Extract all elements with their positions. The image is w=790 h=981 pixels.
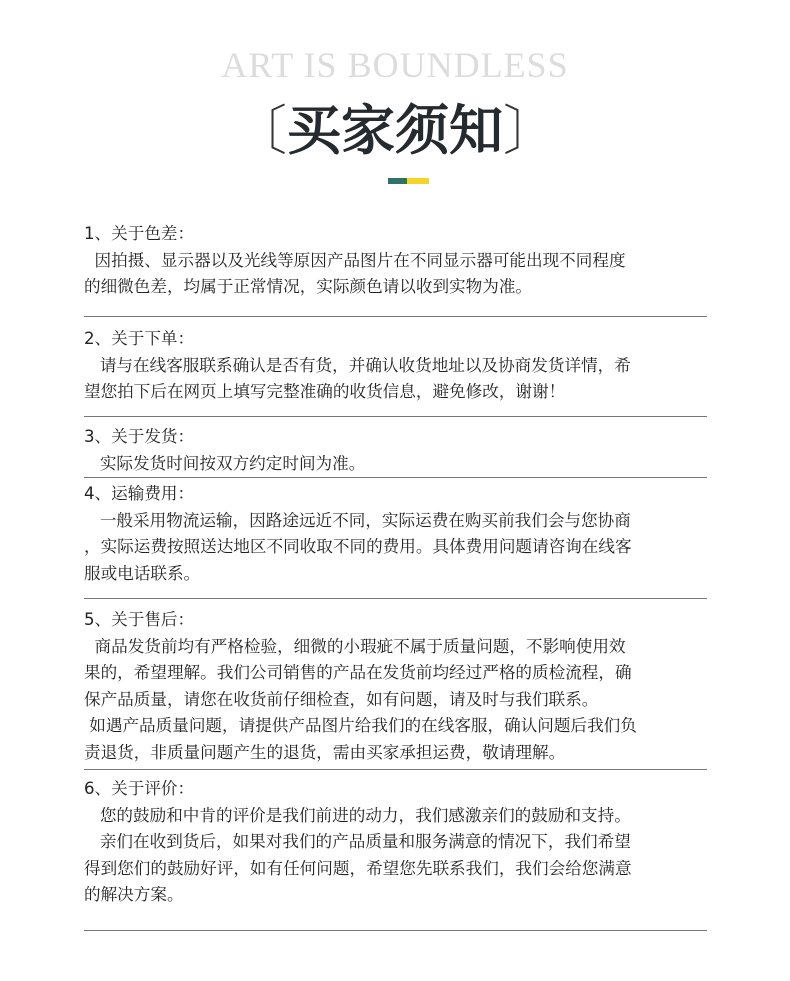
section-line: 的解决方案。 bbox=[84, 885, 184, 904]
accent-green bbox=[388, 178, 407, 184]
section-line: 保产品质量，请您在收货前仔细检查，如有问题，请及时与我们联系。 bbox=[84, 689, 599, 709]
section-heading: 3、关于发货： bbox=[84, 427, 195, 446]
section-heading: 1、关于色差： bbox=[84, 224, 195, 243]
section-line: 果的，希望理解。我们公司销售的产品在发货前均经过严格的质检流程，确 bbox=[84, 663, 632, 682]
section-3 bbox=[84, 424, 707, 477]
section-6 bbox=[84, 776, 707, 909]
section-line: 亲们在收到货后，如果对我们的产品质量和服务满意的情况下，我们希望 bbox=[84, 832, 631, 851]
divider bbox=[84, 598, 707, 599]
section-line: 得到您们的鼓励好评，如有任何问题，希望您先联系我们，我们会给您满意 bbox=[84, 858, 632, 878]
divider bbox=[84, 416, 707, 417]
section-line: 服或电话联系。 bbox=[84, 563, 201, 583]
divider bbox=[84, 769, 707, 770]
section-heading: 2、关于下单： bbox=[84, 329, 195, 348]
accent-bar bbox=[388, 178, 429, 184]
section-heading: 4、运输费用： bbox=[84, 484, 195, 503]
section-heading: 6、关于评价： bbox=[84, 779, 195, 798]
title-text: 买家须知 bbox=[287, 98, 503, 162]
divider bbox=[84, 930, 707, 931]
subtitle: ART IS BOUNDLESS bbox=[221, 45, 569, 85]
divider bbox=[84, 316, 707, 317]
section-line: ，实际运费按照送达地区不同收取不同的费用。具体费用问题请咨询在线客 bbox=[84, 537, 632, 556]
section-line: 请与在线客服联系确认是否有货，并确认收货地址以及协商发货详情，希 bbox=[84, 355, 631, 375]
section-1 bbox=[84, 221, 707, 301]
section-line: 责退货，非质量问题产生的退货，需由买家承担运费，敬请理解。 bbox=[84, 742, 566, 762]
section-4 bbox=[84, 481, 707, 587]
section-line: 商品发货前均有严格检验，细微的小瑕疵不属于质量问题，不影响使用效 bbox=[84, 636, 626, 656]
accent-yellow bbox=[407, 178, 429, 184]
section-line: 望您拍下后在网页上填写完整准确的收货信息，避免修改，谢谢！ bbox=[84, 382, 566, 401]
bracket-left: 〔 bbox=[233, 99, 287, 162]
section-2 bbox=[84, 326, 707, 406]
section-5 bbox=[84, 607, 707, 766]
section-line: 因拍摄、显示器以及光线等原因产品图片在不同显示器可能出现不同程度 bbox=[84, 250, 626, 270]
section-line: 实际发货时间按双方约定时间为准。 bbox=[84, 453, 366, 473]
section-line: 的细微色差，均属于正常情况，实际颜色请以收到实物为准。 bbox=[84, 277, 533, 296]
page-title bbox=[0, 88, 790, 165]
section-heading: 5、关于售后： bbox=[84, 610, 195, 629]
section-line: 您的鼓励和中肯的评价是我们前进的动力，我们感激亲们的鼓励和支持。 bbox=[84, 805, 631, 825]
divider bbox=[84, 477, 707, 478]
section-line: 一般采用物流运输，因路途远近不同，实际运费在购买前我们会与您协商 bbox=[84, 510, 631, 530]
bracket-right: 〕 bbox=[503, 99, 557, 162]
section-line: 如遇产品质量问题，请提供产品图片给我们的在线客服，确认问题后我们负 bbox=[84, 716, 637, 735]
